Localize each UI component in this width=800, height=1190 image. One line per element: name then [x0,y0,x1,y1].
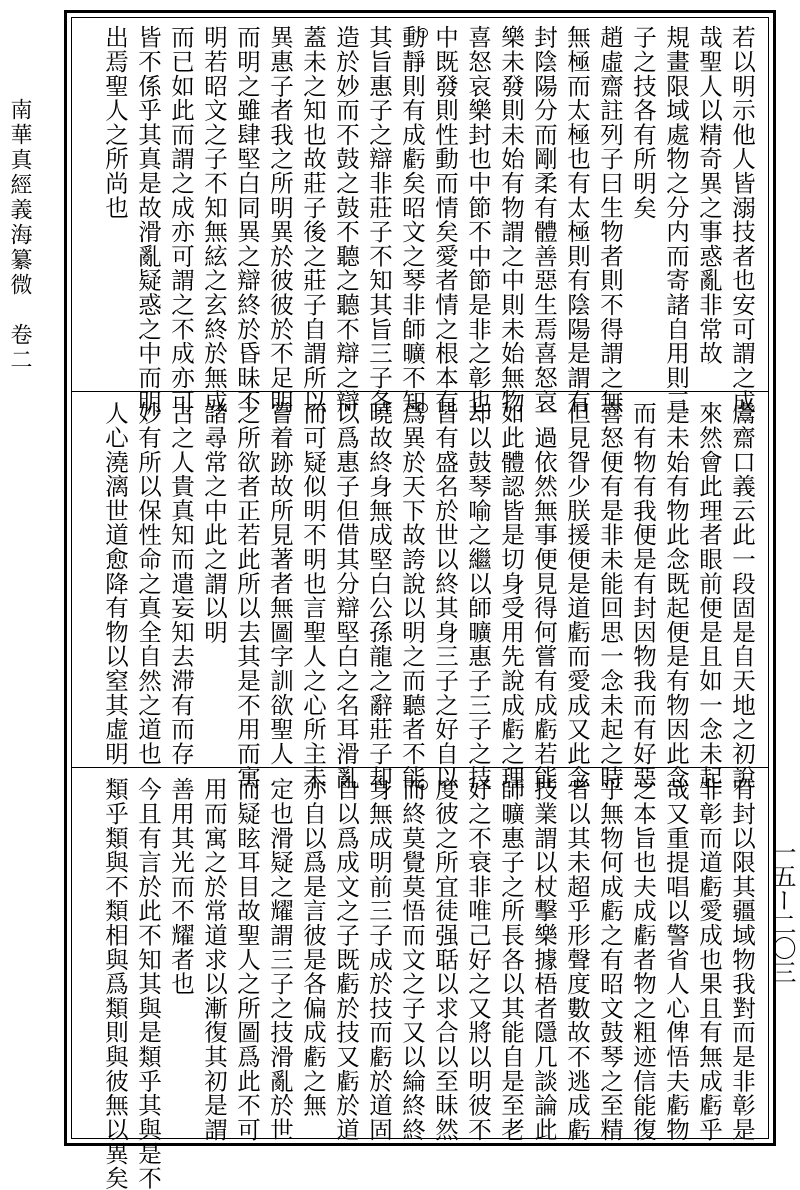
text-column: 鬳齋口義云此一段固是自天地之初說 [728,401,756,790]
text-column: 非彰而道虧愛成也果且有無成虧乎 [695,777,723,1142]
text-column: 一過依然無事便見得何嘗有成虧若能 [530,401,558,790]
text-column: 技業謂以杖擊樂據梧者隱几談論此 [530,777,558,1142]
text-column: 而明之雖肆堅白同異之辯終於昏昧不 [233,25,261,414]
text-column: 趙虛齋註列子曰生物者則不得謂之無 [596,25,624,414]
text-column: 子之技各有所明矣 [629,25,657,220]
text-column: 出焉聖人之所尚也 [101,25,129,220]
text-column: 而有物有我便是有封因物我而有好惡 [629,401,657,790]
text-column: 蓋未之知也故莊子後之莊子自謂所以 [299,25,327,414]
text-column: 而疑眩耳目故聖人之所圖爲此不可 [233,777,261,1142]
text-column: 爲異於天下故誇說以明之而聽者不能 [398,401,426,790]
text-column: 嘗着跡故所見著者無圖字訓欲聖人 [266,401,294,766]
text-column: 哉又重提唱以警省人心俾悟夫虧物 [662,777,690,1142]
text-column: 皆不係乎其真是故滑亂疑惑之中而明 [134,25,162,414]
text-column: 其旨惠子之辯非莊子不知其旨三子各 [365,25,393,414]
page-frame [64,10,776,1190]
text-column: 哉聖人以精奇異之事惑亂非常故 [695,25,723,366]
text-column: 造於妙而不鼓之鼓不聽之聽不辯之辯 [332,25,360,414]
text-column: 自以爲成文之子既虧於技又虧於道 [332,777,360,1142]
text-column: 乎無物何成虧之有昭文鼓琴之至精 [596,777,624,1142]
text-column: 曉故終身無成堅白公孫龍之辭莊子却 [365,401,393,790]
text-column: 師曠惠子之所長各以其能自是至老 [497,777,525,1142]
text-column: 好之不衰非唯己好之又將以明彼不 [464,777,492,1142]
text-column: 今且有言於此不知其與是類乎其與是不 [134,777,162,1190]
text-column: 定也滑疑之耀謂三子之技滑亂於世 [266,777,294,1142]
text-column: 用而寓之於常道求以漸復其初是謂 [200,777,228,1142]
text-column: 之所欲者正若此所以去其是不用而寓 [233,401,261,790]
text-column: 古之人貴真知而遣妄知去滞有而存 [167,401,195,766]
text-column: 喜怒哀樂封也中節不中節是非之彰也 [464,25,492,414]
text-column: 明若昭文之子不知無絃之玄終於無成 [200,25,228,414]
text-column: 無極而太極也有太極則有陰陽是謂有 [563,25,591,414]
text-column: 而終莫覺莫悟而文之子又以綸終終 [398,777,426,1142]
text-column: 度彼之所宜徒强聒以求合以至昧然 [431,777,459,1142]
text-column: 規畫限域處物之分内而寄諸自用則三 [662,25,690,414]
column-block [91,777,756,1190]
text-column: 者以其未超乎形聲度數故不逃成虧 [563,777,591,1142]
text-column: 若以明示他人皆溺技者也安可謂之成 [728,25,756,414]
text-column: 以爲惠子但借其分辯堅白之名耳滑亂 [332,401,360,790]
text-column: 却以鼓琴喻之繼以師曠惠子三子之技 [464,401,492,790]
column-block [91,25,756,414]
text-column: 但見眢少朕援便是道虧而愛成又此念 [563,401,591,790]
text-column: 中既發則性動而情矣愛者情之根本有 [431,25,459,414]
text-column: 來然會此理者眼前便是且如一念未起 [695,401,723,790]
text-column: 諸尋常之中此之謂以明 [200,401,228,644]
text-column: 是未始有物此念既起便是有物因此念 [662,401,690,790]
text-column: 喜怒便有是非未能回思一念未起之時 [596,401,624,790]
text-column: 類乎類與不類相與爲類則與彼無以異矣 [101,777,129,1190]
text-column: 善用其光而不耀者也 [167,777,195,996]
text-panel-top [91,25,756,414]
column-block [91,401,756,790]
text-panel-bottom [91,777,756,1190]
text-column: 人心澆漓世道愈降有物以窒其虛明 [101,401,129,766]
text-column: 亦自以爲是言彼是各偏成虧之無 [299,777,327,1118]
text-column: 如此體認皆是切身受用先說成虧之理 [497,401,525,790]
text-panel-middle [91,401,756,790]
text-column: 而可疑似明不明也言聖人之心所主未 [299,401,327,790]
text-column: 動靜則有成虧矣昭文之琴非師曠不知 [398,25,426,414]
side-title: 南華真經義海纂微 卷二 [7,98,32,373]
text-column: 身無成明前三子成於技而虧於道固 [365,777,393,1142]
text-column: 樂未發則未始有物謂之中則未始無物 [497,25,525,414]
text-column: 有封以限其疆域物我對而是非彰是 [728,777,756,1142]
text-column: 而已如此而謂之成亦可謂之不成亦可 [167,25,195,414]
text-column: 皆有盛名於世以終其身三子之好自以 [431,401,459,790]
text-column: 封陰陽分而剛柔有體善惡生焉喜怒哀 [530,25,558,414]
page-number: 一五ー二〇三 [768,840,796,984]
text-column: 妙有所以保性命之真全自然之道也 [134,401,162,766]
text-column: 之本旨也夫成虧者物之粗迹信能復 [629,777,657,1142]
text-column: 異惠子者我之所明異於彼彼於不足明 [266,25,294,414]
